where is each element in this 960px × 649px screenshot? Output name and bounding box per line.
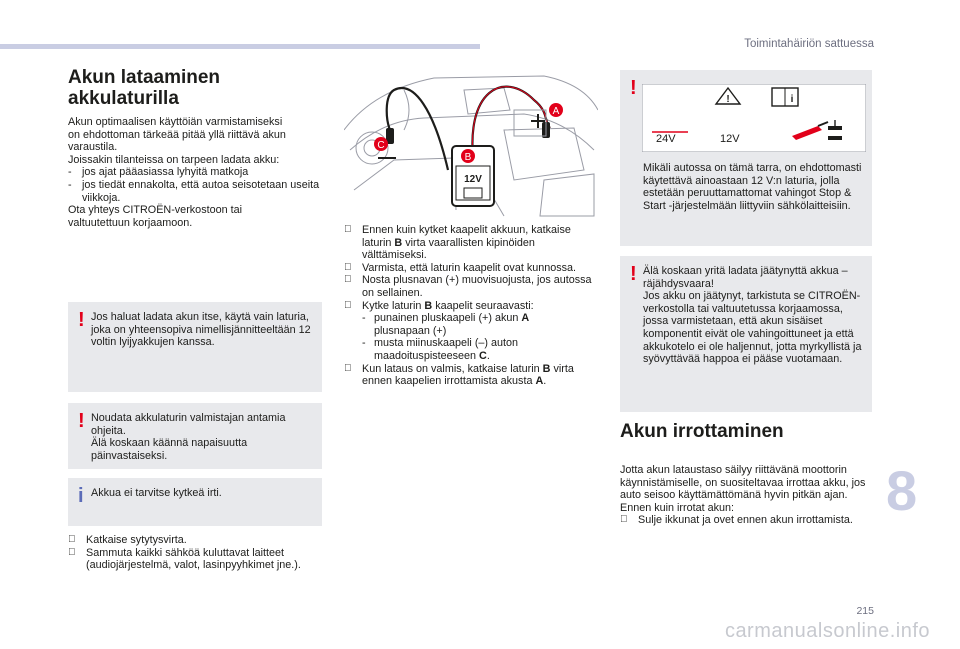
label-b: B (464, 152, 472, 163)
step-text: Sulje ikkunat ja ovet ennen akun irrottamista. (638, 514, 853, 527)
step-text: Kun lataus on valmis, katkaise laturin (362, 362, 543, 375)
sub-list-item (344, 312, 598, 337)
warning-icon: ! (78, 410, 85, 432)
chapter-number: 8 (886, 459, 918, 522)
ref-b: B (424, 299, 433, 312)
ref-a: A (521, 312, 530, 325)
warning-text: Noudata akkulaturin valmistajan antamia ohjeita. (91, 412, 286, 437)
charger-connection-illustration (344, 70, 598, 218)
warning-text: Älä koskaan käännä napaisuutta päinvastaiseksi. (91, 437, 248, 462)
bullet-mark (344, 300, 362, 313)
sticker-illustration (642, 84, 866, 152)
list-item (68, 547, 322, 572)
step-text: musta miinuskaapeli (–) auton maadoituspisteeseen (374, 337, 519, 362)
charger-voltage-label: 12V (464, 174, 482, 185)
bullet-mark (620, 514, 638, 527)
info-icon: i (78, 485, 84, 507)
list-item-text: jos tiedät ennakolta, että autoa seisotetaan useita viikkoja. (82, 178, 320, 204)
list-item-text: jos ajat pääasiassa lyhyitä matkoja (82, 166, 249, 179)
list-item (344, 262, 598, 275)
page-number: 215 (856, 605, 874, 617)
bullet-mark (344, 224, 362, 262)
step-text: Sammuta kaikki sähköä kuluttavat laitteet (audiojärjestelmä, valot, lasinpyyhkimet jne.). (86, 546, 301, 572)
warning-box-frozen-battery (620, 256, 872, 412)
warning-icon: ! (630, 263, 637, 285)
step-text: Katkaise sytytysvirta. (86, 534, 187, 546)
dash-mark: - (68, 166, 72, 179)
label-24v: 24V (656, 133, 676, 145)
paragraph: Jotta akun lataustaso säilyy riittävänä moottorin käynnistämiselle, on suositeltavaa irrottaa akku, jos auto seisoo käyttämättömänä hyvin pitkän ajan. (620, 464, 866, 502)
step-text: virta vaarallisten kipinöiden välttämiseksi. (362, 236, 535, 262)
step-text: plusnapaan (+) (374, 324, 447, 337)
step-text: punainen pluskaapeli (+) akun (374, 312, 522, 325)
ref-c: C (479, 349, 487, 362)
warning-box-compatible-charger (68, 302, 322, 392)
intro-line: on ehdottoman tärkeää pitää yllä riittävä akun (68, 128, 286, 141)
step-text: Varmista, että laturin kaapelit ovat kunnossa. (362, 261, 577, 274)
warning-box-sticker (620, 70, 872, 246)
bullet-mark (344, 274, 362, 299)
intro-line: varaustila. (68, 141, 118, 154)
svg-text:!: ! (726, 94, 730, 105)
list-item (620, 514, 878, 527)
list-item (344, 363, 598, 388)
svg-text:i: i (790, 94, 794, 105)
warning-icon: ! (78, 309, 85, 331)
sub-list-item (344, 337, 598, 362)
step-text: kaapelit seuraavasti: (432, 299, 534, 312)
step-text: . (486, 349, 490, 362)
dash-mark: - (68, 178, 72, 191)
bullet-mark (68, 534, 86, 547)
outro-line: valtuutettuun korjaamoon. (68, 216, 193, 229)
label-12v: 12V (720, 133, 740, 145)
paragraph: Ennen kuin irrotat akun: (620, 501, 735, 514)
title-line-1: Akun lataaminen (68, 67, 221, 88)
dash-mark: - (362, 337, 366, 350)
warning-box-manufacturer (68, 403, 322, 469)
intro-line: Joissakin tilanteissa on tarpeen ladata akku: (68, 153, 280, 166)
warning-icon: ! (630, 77, 637, 99)
warning-text: Jos akku on jäätynyt, tarkistuta se CITROËN-verkostolla tai valtuutetussa korjaamossa, jossa varmistetaan, että akun sisäiset komponentit eivät ole vahingoittuneet ja että akkukotelo ei ole haljennut, jotta myrkyllistä ja syövyttävää happoa ei pääse vuotamaan. (643, 290, 862, 366)
sticker-text: Mikäli autossa on tämä tarra, on ehdottomasti käytettävä ainoastaan 12 V:n laturia, jolla estetään peruuttamattomat vahingot Stop & Start -järjestelmään liittyviin sähkölaitteisiin. (643, 162, 862, 212)
info-box-no-disconnect (68, 478, 322, 526)
section-title-charging (68, 67, 338, 109)
step-text: Kytke laturin (362, 299, 425, 312)
list-item (68, 179, 328, 204)
header-bar (0, 44, 480, 49)
warning-text: Jos haluat ladata akun itse, käytä vain laturia, joka on yhteensopiva nimellisjännitteeltään 12 voltin lyijyakkujen kanssa. (91, 311, 311, 349)
label-a: A (552, 106, 560, 117)
title-line-2: akkulaturilla (68, 88, 179, 109)
bullet-mark (344, 262, 362, 275)
step-text: . (543, 375, 547, 388)
running-title: Toimintahäiriön sattuessa (744, 38, 874, 50)
list-item (344, 300, 598, 313)
step-text: Ennen kuin kytket kaapelit akkuun, katkaise laturin (362, 224, 571, 249)
ref-a: A (535, 375, 544, 388)
list-item (68, 166, 328, 179)
ref-b: B (394, 236, 403, 249)
watermark: carmanualsonline.info (724, 620, 930, 642)
removal-text (620, 464, 878, 527)
step-text: Nosta plusnavan (+) muovisuojusta, jos autossa on sellainen. (362, 274, 592, 299)
warning-text: Älä koskaan yritä ladata jäätynyttä akkua – räjähdysvaara! (643, 265, 848, 290)
bullet-mark (68, 547, 86, 572)
list-item (344, 274, 598, 299)
charging-intro (68, 116, 328, 229)
steps-middle (344, 224, 598, 388)
intro-line: Akun optimaalisen käyttöiän varmistamiseksi (68, 116, 283, 128)
list-item (344, 224, 598, 262)
step-text: virta ennen kaapelien irrottamista akusta (362, 362, 574, 388)
bullet-mark (344, 363, 362, 388)
steps-left (68, 534, 322, 572)
list-item (68, 534, 322, 547)
ref-b: B (542, 362, 551, 375)
dash-mark: - (362, 312, 366, 325)
label-c: C (377, 140, 385, 151)
info-text: Akkua ei tarvitse kytkeä irti. (91, 487, 222, 499)
outro-line: Ota yhteys CITROËN-verkostoon tai (68, 204, 243, 217)
section-title-removal: Akun irrottaminen (620, 421, 784, 442)
